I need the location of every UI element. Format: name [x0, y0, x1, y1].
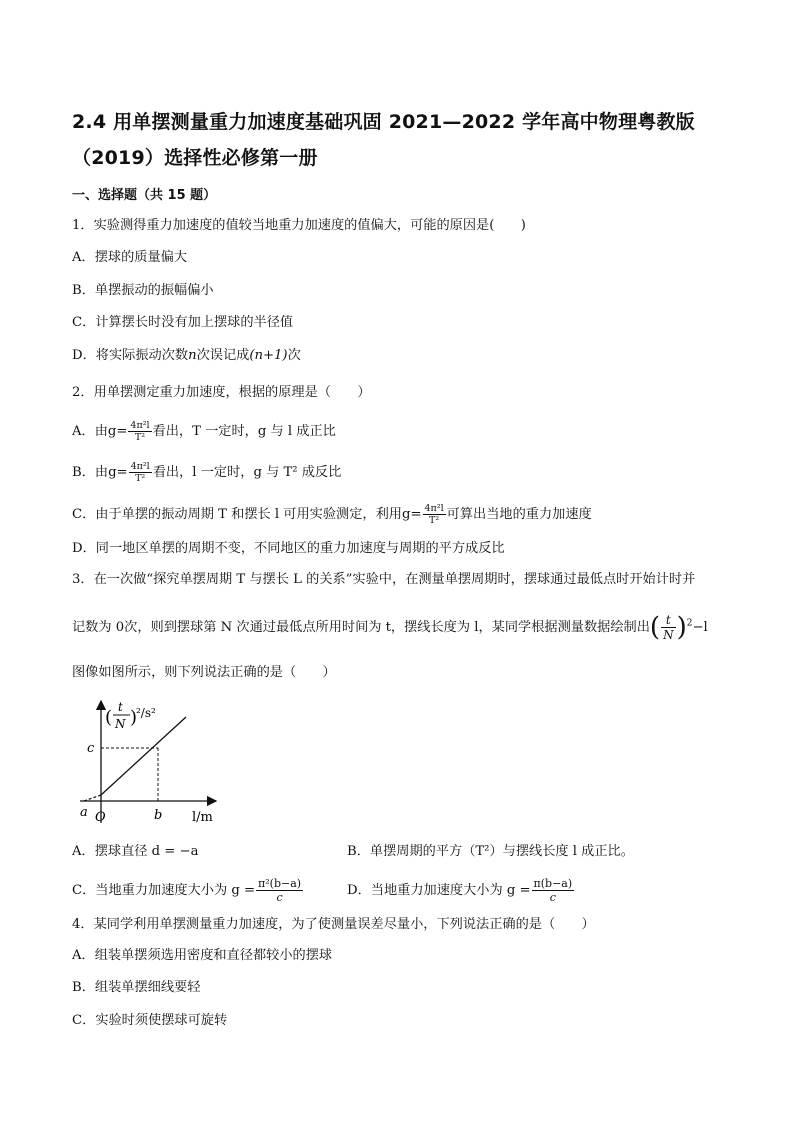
- q3-stem2-post: −l: [692, 620, 708, 635]
- label-c: c: [87, 741, 95, 756]
- q3-stem-line3: 图像如图所示，则下列说法正确的是（ ）: [72, 665, 336, 680]
- q2-c-formula: [423, 503, 446, 526]
- q3-c-pre: C．当地重力加速度大小为 g =: [72, 883, 256, 898]
- y-label-num: t: [118, 700, 123, 714]
- section-heading: 一、选择题（共 15 题）: [72, 188, 217, 203]
- q2-b-pre: B．由: [72, 465, 109, 480]
- q3-paren-left: (: [649, 612, 661, 643]
- graph-line: [101, 717, 186, 795]
- q2-a-pre: A．由: [72, 424, 108, 439]
- label-a: a: [80, 805, 88, 820]
- q3-c-num: π²(b−a): [258, 877, 302, 890]
- q2-c-den: T²: [428, 515, 440, 526]
- q3-frac-den: N: [663, 628, 674, 642]
- q3-d-den: c: [549, 891, 556, 904]
- q2-b-g: g=: [108, 465, 128, 480]
- q3-option-b: B．单摆周期的平方（T²）与摆线长度 l 成正比。: [347, 844, 634, 859]
- q1-option-b: B．单摆振动的振幅偏小: [72, 283, 214, 298]
- q2-stem: 2．用单摆测定重力加速度，根据的原理是（ ）: [72, 385, 371, 400]
- graph-line-extension: [84, 795, 101, 801]
- q2-option-c: [72, 503, 592, 526]
- q2-a-g: g=: [107, 424, 128, 439]
- q3-d-num: π(b−a): [533, 877, 573, 890]
- q2-option-b: [72, 461, 341, 484]
- q1-d-n: n: [188, 348, 197, 363]
- q2-a-post: 看出，T 一定时，g 与 l 成正比: [152, 424, 336, 439]
- q1-d-n1: (n+1): [249, 348, 288, 363]
- q2-b-post: 看出，l 一定时，g 与 T² 成反比: [152, 465, 342, 480]
- q3-option-c: [72, 877, 304, 904]
- q3-option-d: [347, 877, 575, 904]
- q3-option-a: A．摆球直径 d = −a: [72, 844, 199, 859]
- q1-d-post: 次: [287, 348, 301, 363]
- q2-option-d: D．同一地区单摆的周期不变，不同地区的重力加速度与周期的平方成反比: [72, 541, 505, 556]
- q3-stem-line2: [72, 613, 708, 642]
- q1-d-mid: 次误记成: [196, 348, 250, 363]
- q3-sup-2: 2: [686, 618, 693, 629]
- q2-c-pre: C．由于单摆的振动周期 T 和摆长 l 可用实验测定，利用: [72, 507, 402, 522]
- q3-c-formula: [256, 877, 303, 904]
- q1-option-c: C．计算摆长时没有加上摆球的半径值: [72, 315, 294, 330]
- q4-stem: 4．某同学利用单摆测量重力加速度，为了使测量误差尽量小，下列说法正确的是（ ）: [72, 917, 595, 932]
- q2-a-den: T²: [134, 432, 146, 443]
- q4-option-c: C．实验时须使摆球可旋转: [72, 1013, 228, 1028]
- q1-d-pre: D．将实际振动次数: [72, 348, 189, 363]
- q3-stem2-pre: 记数为 0次，则到摆球第 N 次通过最低点所用时间为 t，摆线长度为 l，某同学根据测量数据绘制出: [72, 620, 650, 635]
- y-label-paren-right: ): [130, 707, 138, 728]
- x-axis-label: l/m: [192, 810, 213, 825]
- q1-stem: 1．实验测得重力加速度的值较当地重力加速度的值偏大，可能的原因是( ): [72, 218, 526, 233]
- q3-d-formula: [532, 877, 575, 904]
- q4-option-a: A．组装单摆须选用密度和直径都较小的摆球: [72, 948, 333, 963]
- q1-option-d: [72, 347, 301, 365]
- q3-stem-frac: [661, 613, 676, 642]
- label-b: b: [154, 808, 163, 823]
- q3-graph: [76, 695, 236, 830]
- q4-option-b: B．组装单摆细线要轻: [72, 980, 201, 995]
- q2-b-den: T²: [135, 473, 146, 484]
- q2-a-formula: [128, 420, 151, 443]
- q1-option-a: A．摆球的质量偏大: [72, 250, 188, 265]
- q2-a-num: 4π²l: [130, 420, 150, 431]
- q3-stem-line1: 3．在一次做“探究单摆周期 T 与摆长 L 的关系”实验中，在测量单摆周期时，摆球通过最低点时开始计时并: [72, 572, 696, 587]
- page-title: 2.4 用单摆测量重力加速度基础巩固 2021—2022 学年高中物理粤教版（2019）选择性必修第一册: [72, 111, 695, 169]
- y-label-den: N: [115, 717, 126, 731]
- q2-c-post: 可算出当地的重力加速度: [446, 507, 592, 522]
- q3-c-den: c: [276, 891, 283, 904]
- q3-frac-num: t: [661, 613, 676, 628]
- q3-d-pre: D．当地重力加速度大小为 g =: [347, 883, 531, 898]
- q3-paren-right: ): [676, 612, 687, 643]
- label-origin: O: [95, 810, 106, 825]
- q2-c-num: 4π²l: [424, 503, 444, 514]
- y-label-unit: ²/s²: [136, 706, 156, 720]
- q2-option-a: [72, 420, 336, 443]
- q2-b-formula: [129, 461, 152, 484]
- q2-b-num: 4π²l: [130, 461, 150, 472]
- y-label-paren-left: (: [105, 707, 113, 728]
- q2-c-g: g=: [402, 507, 422, 522]
